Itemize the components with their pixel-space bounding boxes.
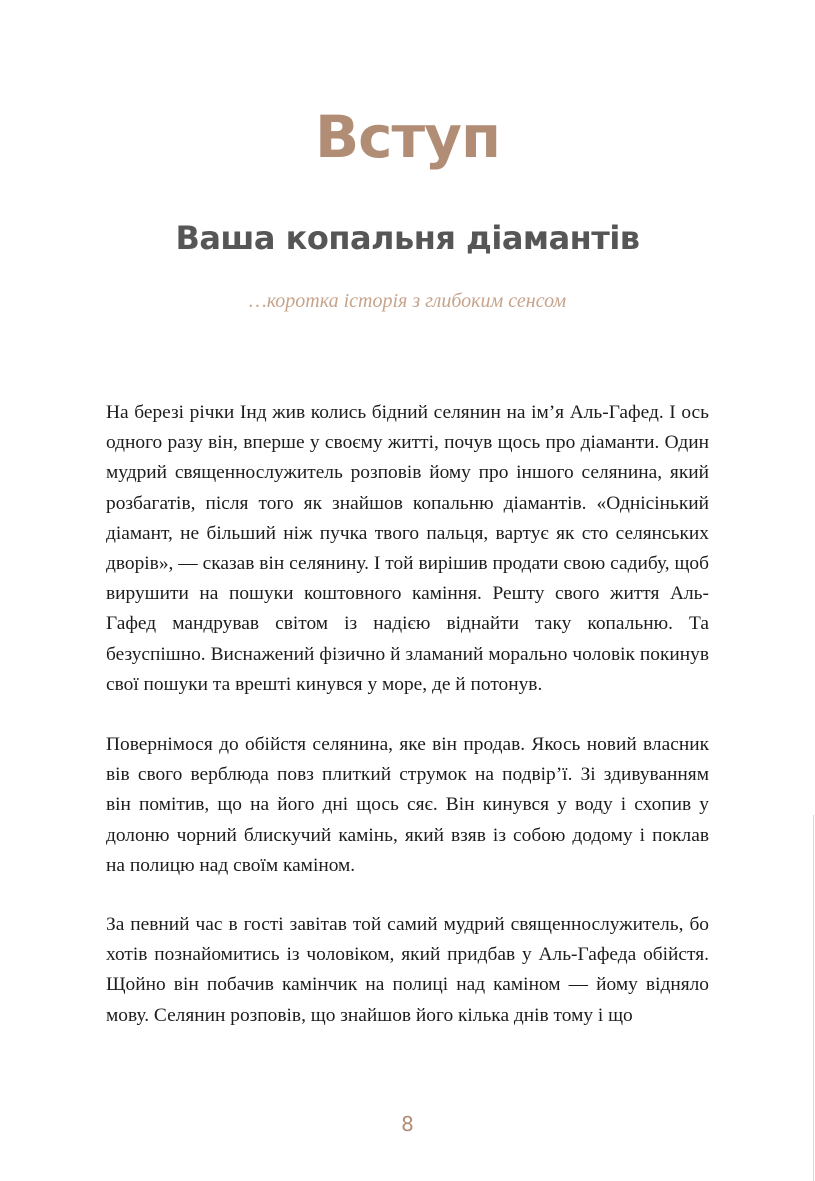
page-number: 8 — [401, 1112, 414, 1136]
paragraph-1: На березі річки Інд жив колись бідний селянин на ім’я Аль-Гафед. І ось одного разу він, вперше у своєму житті, почув щось про діаманти. Один мудрий священнослужитель розповів йому про іншого селянина, який розбагатів, після того як знайшов копальню діамантів. «Однісінький діамант, не більший ніж пучка твого пальця, вартує як сто селянських дворів», — сказав він селянину. І той вирішив продати свою садибу, щоб вирушити на пошуки коштовного каміння. Решту свого життя Аль-Гафед мандрував світом із надією віднайти таку копальню. Та безуспішно. Виснажений фізично й зламаний морально чоловік покинув свої пошуки та врешті кинувся у море, де й потонув. — [106, 402, 709, 695]
chapter-title: Вступ — [314, 103, 501, 171]
paragraph-3: За певний час в гості завітав той самий мудрий священнослужитель, бо хотів познайомитись із чоловіком, який придбав у Аль-Гафеда обійстя. Щойно він побачив камінчик на полиці над каміном — йому відняло мову. Селянин розповів, що знайшов його кілька днів тому і що — [106, 914, 709, 1026]
epigraph: …коротка історія з глибоким сенсом — [248, 290, 567, 312]
paragraph-2: Повернімося до обійстя селянина, яке він продав. Якось новий власник вів свого верблюда повз плиткий струмок на подвір’ї. Зі здивуванням він помітив, що на його дні щось сяє. Він кинувся у воду і схопив у долоню чорний блискучий камінь, який взяв із собою додому і поклав на полицю над своїм каміном. — [106, 734, 709, 876]
section-title: Ваша копальня діамантів — [175, 219, 640, 257]
